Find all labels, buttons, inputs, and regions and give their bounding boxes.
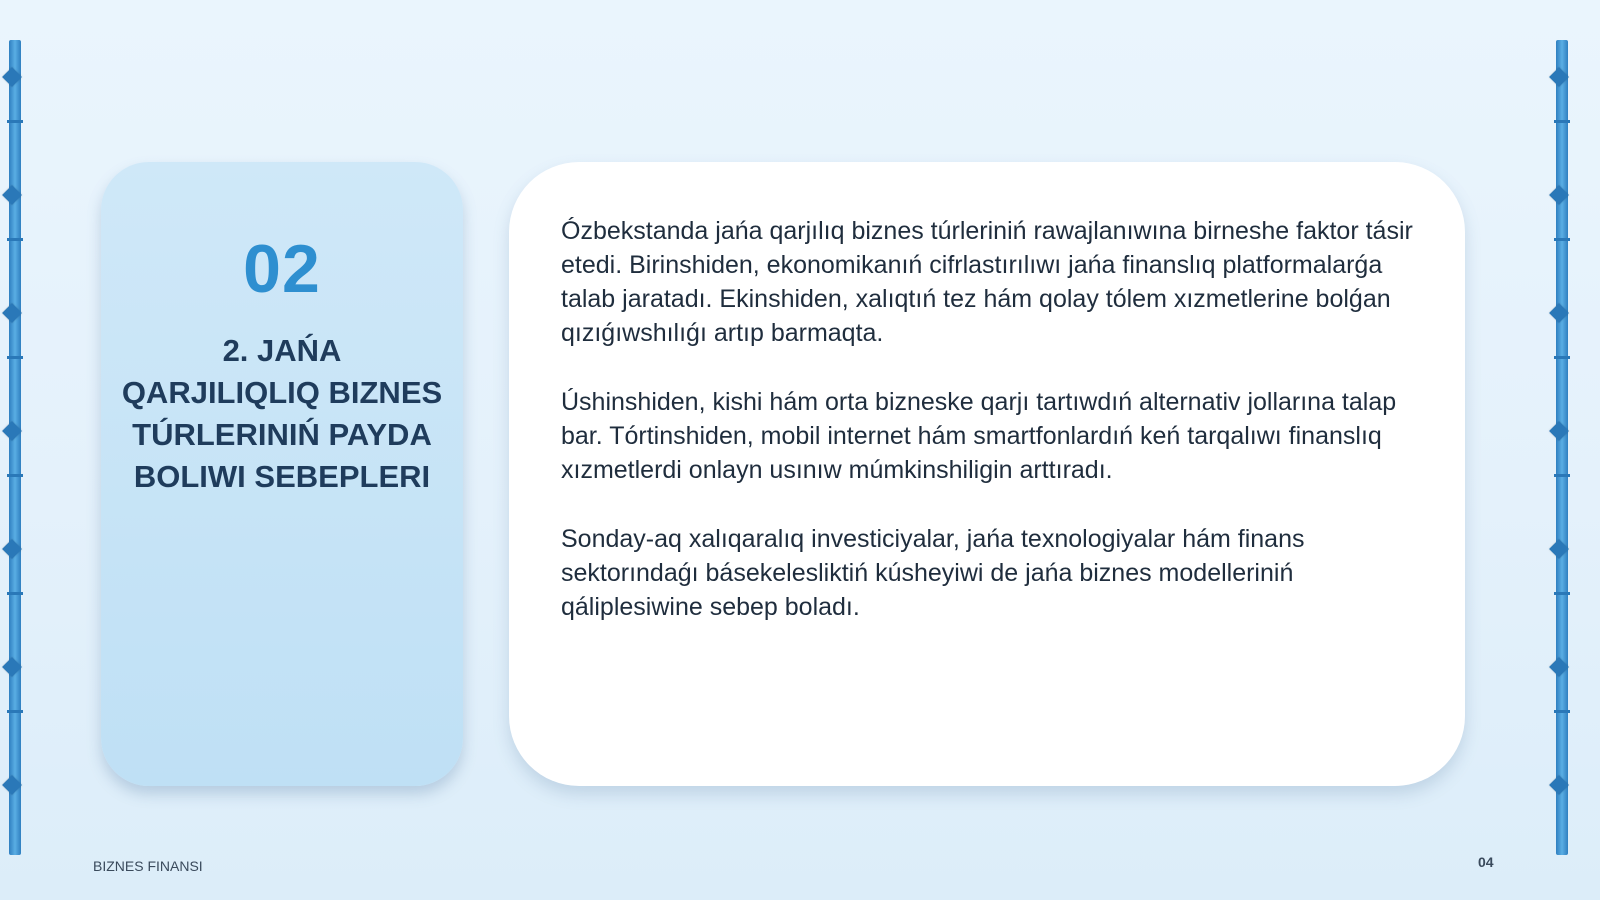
diamond-ornament xyxy=(2,657,22,677)
diamond-ornament xyxy=(2,421,22,441)
diamond-ornament xyxy=(1549,539,1569,559)
notch-ornament xyxy=(1554,710,1570,713)
notch-ornament xyxy=(7,474,23,477)
diamond-ornament xyxy=(1549,775,1569,795)
notch-ornament xyxy=(1554,474,1570,477)
paragraph-1: Ózbekstanda jańa qarjılıq biznes túrleriniń rawajlanıwına birneshe faktor tásir etedi. Birinshiden, ekonomikanıń cifrlastırılıwı jańa finanslıq platformalarǵa talab jaratadı. Ekinshiden, xalıqtıń tez hám qolay tólem xızmetlerine bolǵan qızıǵıwshılıǵı artıp barmaqta. xyxy=(561,217,1413,347)
notch-ornament xyxy=(1554,238,1570,241)
diamond-ornament xyxy=(1549,67,1569,87)
right-decorative-bar xyxy=(1556,40,1568,855)
section-number: 02 xyxy=(243,231,321,307)
diamond-ornament xyxy=(1549,657,1569,677)
notch-ornament xyxy=(7,592,23,595)
notch-ornament xyxy=(1554,592,1570,595)
notch-ornament xyxy=(1554,356,1570,359)
notch-ornament xyxy=(1554,120,1570,123)
footer-label: BIZNES FINANSI xyxy=(93,858,203,874)
diamond-ornament xyxy=(2,539,22,559)
content-card xyxy=(509,162,1465,786)
notch-ornament xyxy=(7,120,23,123)
notch-ornament xyxy=(7,238,23,241)
section-title: 2. JAŃA QARJILIQLIQ BIZNES TÚRLERINIŃ PAYDA BOLIWI SEBEPLERI xyxy=(121,333,443,494)
paragraph-3: Sonday-aq xalıqaralıq investiciyalar, jańa texnologiyalar hám finans sektorındaǵı básekelesliktiń kúsheyiwi de jańa biznes modelleriniń qáliplesiwine sebep boladı. xyxy=(561,525,1305,621)
diamond-ornament xyxy=(1549,185,1569,205)
page-number: 04 xyxy=(1478,854,1494,870)
left-decorative-bar xyxy=(9,40,21,855)
diamond-ornament xyxy=(1549,421,1569,441)
diamond-ornament xyxy=(2,775,22,795)
diamond-ornament xyxy=(2,67,22,87)
diamond-ornament xyxy=(2,185,22,205)
notch-ornament xyxy=(7,710,23,713)
paragraph-2: Úshinshiden, kishi hám orta bizneske qarjı tartıwdıń alternativ jollarına talap bar. Tórtinshiden, mobil internet hám smartfonlardıń keń tarqalıwı finanslıq xızmetlerdi onlayn usınıw múmkinshiligin arttıradı. xyxy=(561,388,1397,484)
diamond-ornament xyxy=(2,303,22,323)
section-title-card xyxy=(101,162,463,786)
diamond-ornament xyxy=(1549,303,1569,323)
paragraph-list xyxy=(561,214,1421,659)
notch-ornament xyxy=(7,356,23,359)
